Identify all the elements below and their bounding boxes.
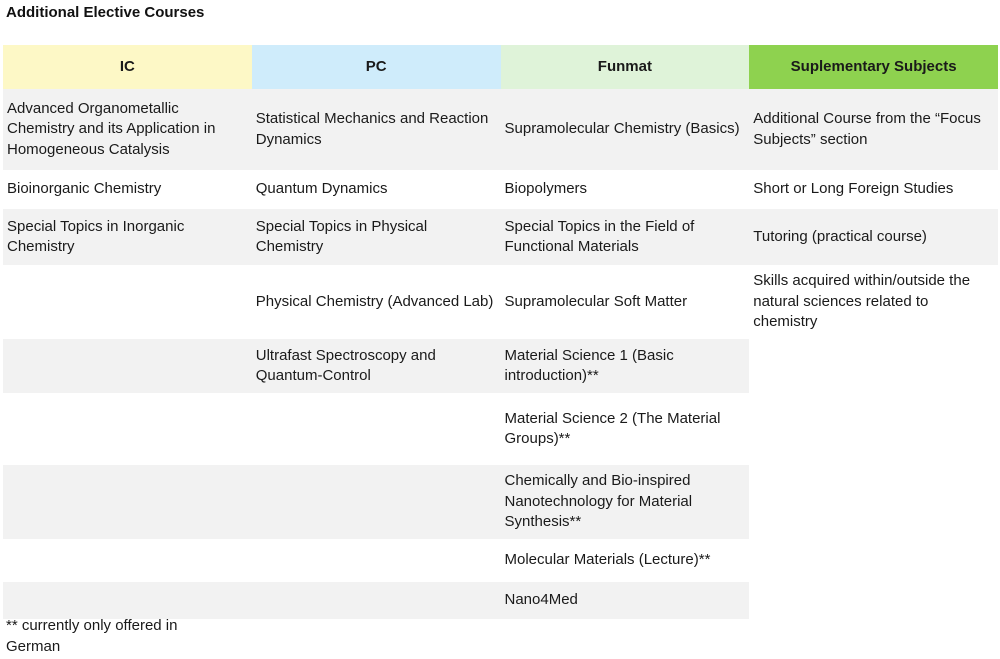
header-pc: PC [252,45,501,89]
table-cell: Tutoring (practical course) [749,209,998,265]
table-cell [749,393,998,465]
table-cell: Ultrafast Spectroscopy and Quantum-Control [252,339,501,393]
table-cell: Material Science 2 (The Material Groups)** [504,409,721,447]
table-cell: Supramolecular Chemistry (Basics) [501,89,750,170]
table-cell [3,465,252,539]
table-row [3,209,998,265]
page-title: Additional Elective Courses [6,4,205,21]
footnote: ** currently only offered in German [6,617,178,655]
table-cell: Advanced Organometallic Chemistry and its Application in Homogeneous Catalysis [3,89,252,170]
table-cell: Statistical Mechanics and Reaction Dynamics [252,89,501,170]
table-cell: Special Topics in the Field of Functional Materials [501,209,750,265]
table-cell: Material Science 1 (Basic introduction)** [501,339,750,393]
table-row [3,539,998,582]
header-supplementary: Suplementary Subjects [749,45,998,89]
table-cell: Physical Chemistry (Advanced Lab) [255,292,494,310]
table-cell [749,539,998,582]
table-cell [252,465,501,539]
table-cell [749,582,998,619]
table-cell: Additional Course from the “Focus Subjects” section [749,89,998,170]
table-row [3,339,998,393]
header-ic: IC [3,45,252,89]
table-cell: Nano4Med [501,582,750,619]
table-cell [3,339,252,393]
table-cell [252,539,501,582]
table-cell: Supramolecular Soft Matter [504,292,688,310]
table-cell: Special Topics in Inorganic Chemistry [3,209,252,265]
table-cell [3,582,252,619]
table-cell [252,393,501,465]
table-cell [3,539,252,582]
table-row [3,265,998,339]
table-cell: Chemically and Bio-inspired Nanotechnology for Material Synthesis** [501,465,750,539]
table-cell: Bioinorganic Chemistry [7,180,162,198]
table-row [3,393,998,465]
header-funmat: Funmat [501,45,750,89]
table-row [3,465,998,539]
table-cell [749,465,998,539]
table-cell: Short or Long Foreign Studies [753,180,954,198]
table-cell: Skills acquired within/outside the natural sciences related to chemistry [753,272,971,331]
table-cell [749,339,998,393]
elective-courses-table [3,45,998,619]
table-row [3,89,998,170]
table-cell [3,265,252,339]
table-header-row [3,45,998,89]
table-cell: Biopolymers [504,180,588,198]
table-cell: Quantum Dynamics [255,180,388,198]
table-cell [252,582,501,619]
table-cell: Special Topics in Physical Chemistry [252,209,501,265]
table-cell [3,393,252,465]
table-row [3,170,998,209]
table-cell: Molecular Materials (Lecture)** [504,551,711,569]
table-row [3,582,998,619]
